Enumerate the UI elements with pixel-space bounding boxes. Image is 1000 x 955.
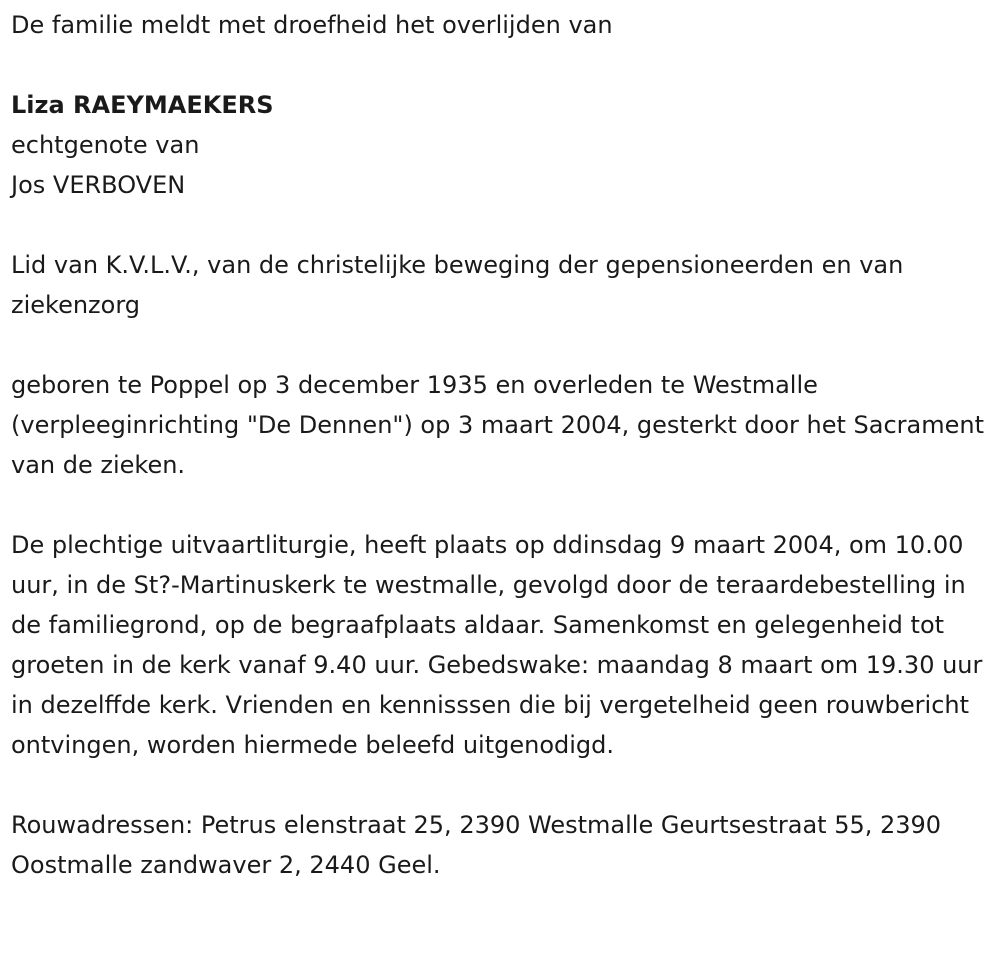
spacer bbox=[11, 485, 996, 525]
spacer bbox=[11, 325, 996, 365]
obituary-document bbox=[11, 5, 996, 885]
spacer bbox=[11, 765, 996, 805]
birth-death-paragraph: geboren te Poppel op 3 december 1935 en overleden te Westmalle (verpleeginrichting "De Dennen") op 3 maart 2004, gesterkt door het Sacrament van de zieken. bbox=[11, 371, 984, 479]
addresses-paragraph: Rouwadressen: Petrus elenstraat 25, 2390 Westmalle Geurtsestraat 55, 2390 Oostmalle zandwaver 2, 2440 Geel. bbox=[11, 811, 942, 879]
spacer bbox=[11, 45, 996, 85]
membership-paragraph: Lid van K.V.L.V., van de christelijke beweging der gepensioneerden en van ziekenzorg bbox=[11, 251, 904, 319]
spacer bbox=[11, 205, 996, 245]
deceased-name: Liza RAEYMAEKERS bbox=[11, 91, 274, 119]
spouse-name: Jos VERBOVEN bbox=[11, 171, 186, 199]
intro-text: De familie meldt met droefheid het overlijden van bbox=[11, 11, 613, 39]
funeral-paragraph: De plechtige uitvaartliturgie, heeft plaats op ddinsdag 9 maart 2004, om 10.00 uur, in de St?-Martinuskerk te westmalle, gevolgd door de teraardebestelling in de familiegrond, op de begraafplaats aldaar. Samenkomst en gelegenheid tot groeten in de kerk vanaf 9.40 uur. Gebedswake: maandag 8 maart om 19.30 uur in dezelffde kerk. Vrienden en kennisssen die bij vergetelheid geen rouwbericht ontvingen, worden hiermede beleefd uitgenodigd. bbox=[11, 531, 983, 759]
relation-text: echtgenote van bbox=[11, 131, 200, 159]
